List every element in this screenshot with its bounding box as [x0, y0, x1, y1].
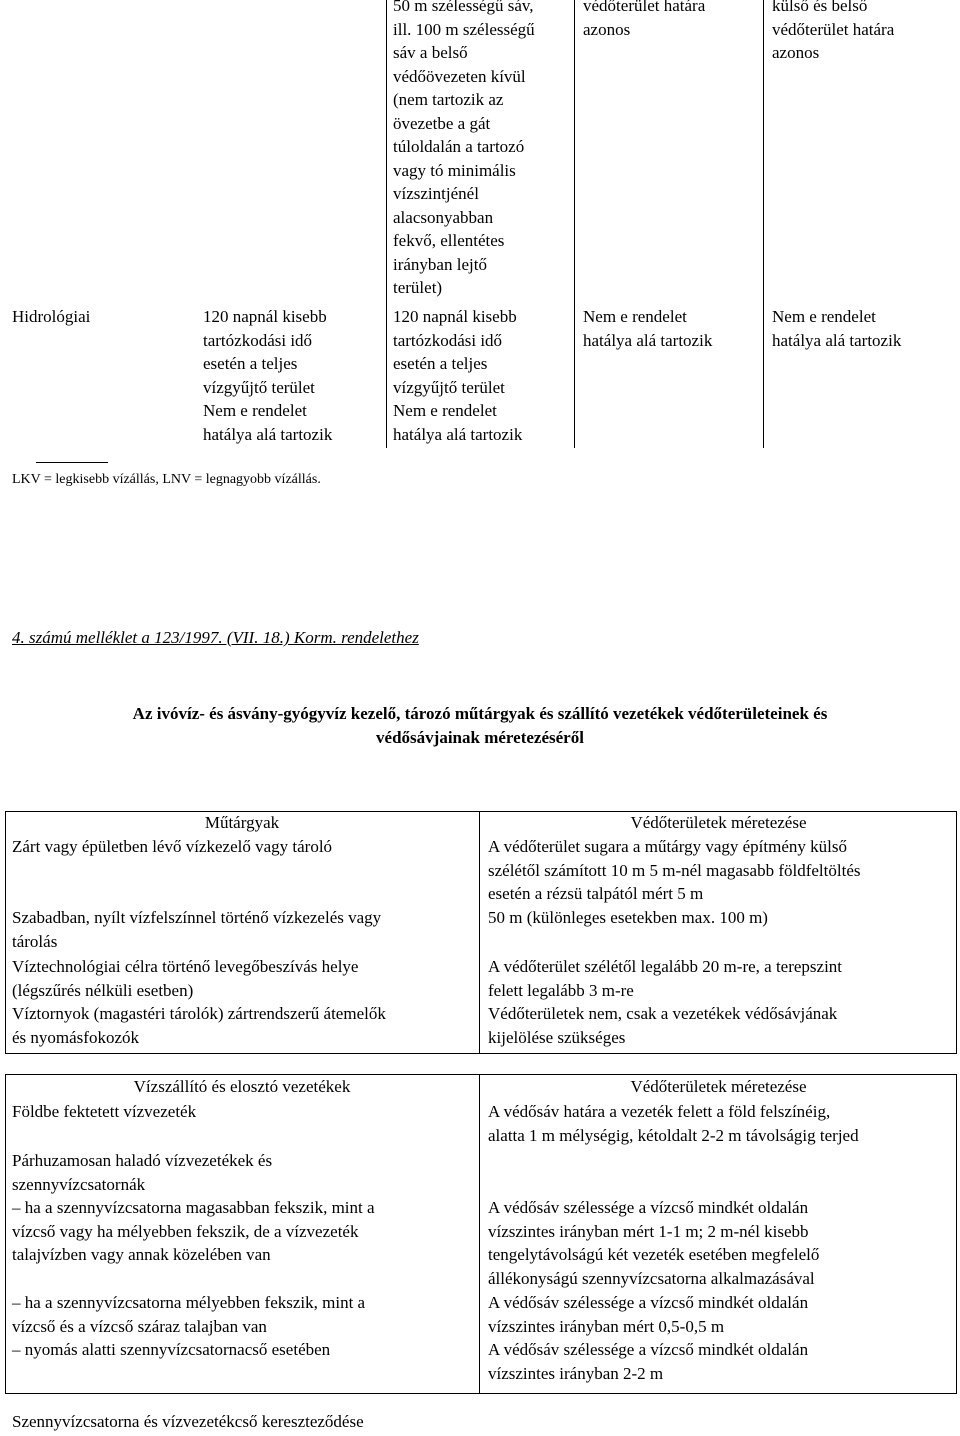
upper-col3-cell: 120 napnál kisebb tartózkodási idő esetén a teljes vízgyűjtő terület Nem e rendelet hatálya alá tartozik	[393, 307, 523, 444]
table2-header-left: Vízszállító és elosztó vezetékek	[133, 1077, 351, 1096]
table-row: A védősáv határa a vezeték felett a föld felszínéig, alatta 1 m mélységig, kétoldalt 2-2 m távolságig terjed	[488, 1102, 859, 1145]
table-row: A védősáv szélessége a vízcső mindkét oldalán vízszintes irányban 2-2 m	[488, 1340, 809, 1383]
table-row: Védőterületek nem, csak a vezetékek védősávjának kijelölése szükséges	[488, 1004, 838, 1047]
table-row: Víztechnológiai célra történő levegőbeszívás helye (légszűrés nélküli esetben)	[12, 957, 359, 1000]
bottom-text: Szennyvízcsatorna és vízvezetékcső kereszteződése	[12, 1412, 364, 1431]
upper-col5-top: külső és belső védőterület határa azonos	[772, 0, 895, 62]
table1-header-right: Védőterületek méretezése	[630, 813, 807, 832]
upper-col4-top: védőterület határa azonos	[583, 0, 706, 39]
upper-col3-top: 50 m szélességű sáv, ill. 100 m szélességű sáv a belső védőövezeten kívül (nem tartozik az övezetbe a gát túloldalán a tartozó vagy tó minimális vízszintjénél alacsonyabban fekvő, ellentétes irányban lejtő terület)	[393, 0, 535, 297]
table2-header-right: Védőterületek méretezése	[630, 1077, 807, 1096]
table-row: Szabadban, nyílt vízfelszínnel történő vízkezelés vagy tárolás	[12, 908, 382, 951]
table-row: A védőterület szélétől legalább 20 m-re, a terepszint felett legalább 3 m-re	[488, 957, 843, 1000]
footnote-rule	[36, 462, 108, 463]
upper-col2-cell: 120 napnál kisebb tartózkodási idő esetén a teljes vízgyűjtő terület Nem e rendelet hatálya alá tartozik	[203, 307, 333, 444]
annex-heading: 4. számú melléklet a 123/1997. (VII. 18.) Korm. rendelethez	[12, 628, 419, 647]
table-row: A védőterület sugara a műtárgy vagy építmény külső szélétől számított 10 m 5 m-nél magasabb földfeltöltés esetén a rézsü talpától mért 5 m	[488, 837, 861, 903]
table-row: Párhuzamosan haladó vízvezetékek és szennyvízcsatornák	[12, 1151, 273, 1194]
table-row: Víztornyok (magastéri tárolók) zártrendszerű átemelők és nyomásfokozók	[12, 1004, 386, 1047]
footnote: LKV = legkisebb vízállás, LNV = legnagyobb vízállás.	[12, 472, 321, 487]
table-row: Földbe fektetett vízvezeték	[12, 1102, 197, 1121]
table-row: A védősáv szélessége a vízcső mindkét oldalán vízszintes irányban mért 0,5-0,5 m	[488, 1293, 809, 1336]
table1-header-left: Műtárgyak	[204, 813, 280, 832]
row-label-hidrologiai: Hidrológiai	[12, 307, 91, 326]
table-row: – ha a szennyvízcsatorna magasabban fekszik, mint a vízcső vagy ha mélyebben fekszik, de a vízvezeték talajvízben vagy annak közelében van	[12, 1198, 375, 1264]
table-row: – nyomás alatti szennyvízcsatornacső esetében	[12, 1340, 331, 1359]
table-row: 50 m (különleges esetekben max. 100 m)	[488, 908, 768, 927]
upper-col5-cell: Nem e rendelet hatálya alá tartozik	[772, 307, 902, 350]
table-row: – ha a szennyvízcsatorna mélyebben fekszik, mint a vízcső és a vízcső száraz talajban van	[12, 1293, 366, 1336]
main-title: Az ivóvíz- és ásvány-gyógyvíz kezelő, tározó műtárgyak és szállító vezetékek védőterületeinek és védősávjainak méretezéséről	[132, 704, 828, 747]
upper-col4-cell: Nem e rendelet hatálya alá tartozik	[583, 307, 713, 350]
table-row: Zárt vagy épületben lévő vízkezelő vagy tároló	[12, 837, 333, 856]
table-row: A védősáv szélessége a vízcső mindkét oldalán vízszintes irányban mért 1-1 m; 2 m-nél kisebb tengelytávolságú két vezeték esetében megfelelő állékonyságú szennyvízcsatorna alkalmazásával	[488, 1198, 820, 1288]
